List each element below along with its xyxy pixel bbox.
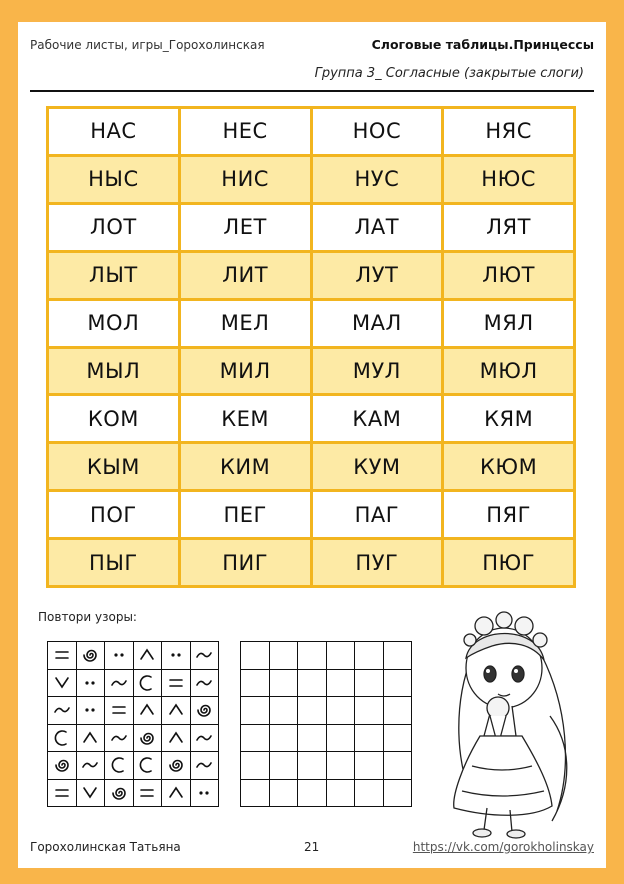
syllable-cell: МИЛ (181, 349, 310, 394)
dots-icon (79, 699, 101, 721)
syllable-cell: НЯС (444, 109, 573, 154)
spiral-icon (136, 727, 158, 749)
pattern-cell (76, 697, 105, 725)
pattern-cell (162, 752, 191, 780)
equals-icon (165, 672, 187, 694)
syllable-cell: КУМ (313, 444, 442, 489)
pattern-cell (48, 642, 77, 670)
pattern-cell (133, 642, 162, 670)
syllable-cell: МЮЛ (444, 349, 573, 394)
practice-cell[interactable] (383, 669, 412, 697)
practice-cell[interactable] (241, 697, 270, 725)
practice-cell[interactable] (298, 752, 327, 780)
page-number: 21 (304, 840, 320, 854)
dots-icon (79, 672, 101, 694)
footer-link[interactable]: https://vk.com/gorokholinskay (412, 840, 594, 854)
pattern-cell (190, 697, 219, 725)
pattern-cell (162, 779, 191, 807)
pattern-sample-grid (47, 641, 219, 807)
syllable-cell: НЕС (181, 109, 310, 154)
worksheet-title: Слоговые таблицы.Принцессы (371, 37, 594, 52)
pattern-cell (105, 642, 134, 670)
syllable-cell: КОМ (49, 396, 178, 441)
practice-cell[interactable] (298, 779, 327, 807)
pattern-cell (190, 669, 219, 697)
pattern-cell (76, 642, 105, 670)
syllable-cell: НОС (313, 109, 442, 154)
header-left-text: Рабочие листы, игры_Горохолинская (30, 38, 265, 52)
practice-cell[interactable] (269, 669, 298, 697)
spiral-icon (165, 754, 187, 776)
syllable-cell: МОЛ (49, 301, 178, 346)
practice-cell[interactable] (355, 752, 384, 780)
practice-cell[interactable] (326, 724, 355, 752)
pattern-cell (76, 724, 105, 752)
spiral-icon (79, 644, 101, 666)
caret-icon (165, 727, 187, 749)
pattern-cell (190, 779, 219, 807)
caret-icon (136, 699, 158, 721)
tilde-icon (193, 644, 215, 666)
syllable-cell: ЛЫТ (49, 253, 178, 298)
pattern-cell (48, 752, 77, 780)
practice-cell[interactable] (241, 669, 270, 697)
header-divider (30, 90, 594, 92)
practice-cell[interactable] (355, 697, 384, 725)
tilde-icon (193, 672, 215, 694)
syllable-cell: ПАГ (313, 492, 442, 537)
syllable-cell: ЛИТ (181, 253, 310, 298)
syllable-cell: КИМ (181, 444, 310, 489)
pattern-cell (48, 697, 77, 725)
practice-cell[interactable] (326, 669, 355, 697)
dots-icon (108, 644, 130, 666)
syllable-cell: КЫМ (49, 444, 178, 489)
pattern-cell (162, 669, 191, 697)
tilde-icon (193, 754, 215, 776)
tilde-icon (51, 699, 73, 721)
practice-cell[interactable] (241, 779, 270, 807)
caret-icon (79, 727, 101, 749)
syllable-cell: КЕМ (181, 396, 310, 441)
pattern-cell (133, 752, 162, 780)
pattern-cell (76, 779, 105, 807)
spiral-icon (51, 754, 73, 776)
equals-icon (136, 782, 158, 804)
tilde-icon (108, 727, 130, 749)
syllable-cell: ПИГ (181, 540, 310, 585)
practice-cell[interactable] (326, 697, 355, 725)
syllable-cell: НУС (313, 157, 442, 202)
vee-icon (79, 782, 101, 804)
worksheet-page (18, 22, 606, 868)
tilde-icon (108, 672, 130, 694)
pattern-cell (105, 669, 134, 697)
tilde-icon (193, 727, 215, 749)
syllable-cell: ЛЕТ (181, 205, 310, 250)
practice-cell[interactable] (383, 724, 412, 752)
practice-cell[interactable] (298, 697, 327, 725)
dots-icon (193, 782, 215, 804)
pattern-cell (48, 669, 77, 697)
pattern-cell (190, 724, 219, 752)
group-subtitle: Группа 3_ Согласные (закрытые слоги) (314, 66, 584, 81)
syllable-cell: КЮМ (444, 444, 573, 489)
dots-icon (165, 644, 187, 666)
pattern-cell (133, 779, 162, 807)
pattern-cell (133, 697, 162, 725)
practice-cell[interactable] (298, 669, 327, 697)
syllable-cell: КАМ (313, 396, 442, 441)
practice-cell[interactable] (241, 752, 270, 780)
practice-cell[interactable] (326, 779, 355, 807)
syllable-cell: ЛАТ (313, 205, 442, 250)
footer-author: Горохолинская Татьяна (30, 840, 181, 854)
pattern-cell (190, 752, 219, 780)
equals-icon (108, 699, 130, 721)
practice-cell[interactable] (355, 642, 384, 670)
syllable-cell: ПЮГ (444, 540, 573, 585)
syllable-cell: ПЫГ (49, 540, 178, 585)
pattern-cell (76, 752, 105, 780)
pattern-cell (48, 724, 77, 752)
arc-icon (136, 672, 158, 694)
pattern-cell (162, 697, 191, 725)
practice-cell[interactable] (298, 724, 327, 752)
syllable-cell: МЫЛ (49, 349, 178, 394)
syllable-cell: НАС (49, 109, 178, 154)
syllable-cell: МЕЛ (181, 301, 310, 346)
practice-cell[interactable] (269, 724, 298, 752)
pattern-cell (48, 779, 77, 807)
practice-cell[interactable] (355, 779, 384, 807)
caret-icon (136, 644, 158, 666)
practice-cell[interactable] (241, 642, 270, 670)
syllable-cell: КЯМ (444, 396, 573, 441)
syllable-cell: ПЕГ (181, 492, 310, 537)
arc-icon (51, 727, 73, 749)
practice-cell[interactable] (241, 724, 270, 752)
spiral-icon (193, 699, 215, 721)
pattern-cell (162, 642, 191, 670)
syllable-cell: ЛЮТ (444, 253, 573, 298)
practice-cell[interactable] (383, 697, 412, 725)
pattern-cell (105, 779, 134, 807)
syllable-cell: МЯЛ (444, 301, 573, 346)
practice-cell[interactable] (269, 642, 298, 670)
practice-cell[interactable] (326, 752, 355, 780)
equals-icon (51, 644, 73, 666)
pattern-cell (190, 642, 219, 670)
pattern-cell (133, 724, 162, 752)
practice-cell[interactable] (355, 724, 384, 752)
practice-cell[interactable] (269, 779, 298, 807)
syllable-cell: ПЯГ (444, 492, 573, 537)
pattern-cell (105, 697, 134, 725)
princess-illustration (432, 596, 582, 841)
syllable-cell: ЛОТ (49, 205, 178, 250)
pattern-cell (162, 724, 191, 752)
arc-icon (136, 754, 158, 776)
syllable-cell: НЫС (49, 157, 178, 202)
tilde-icon (79, 754, 101, 776)
practice-cell[interactable] (383, 752, 412, 780)
syllable-table (46, 106, 576, 588)
practice-cell[interactable] (355, 669, 384, 697)
pattern-cell (105, 752, 134, 780)
pattern-cell (105, 724, 134, 752)
patterns-label: Повтори узоры: (38, 610, 137, 624)
practice-cell[interactable] (383, 779, 412, 807)
practice-cell[interactable] (383, 642, 412, 670)
practice-cell[interactable] (298, 642, 327, 670)
pattern-cell (76, 669, 105, 697)
syllable-cell: НЮС (444, 157, 573, 202)
syllable-cell: ЛУТ (313, 253, 442, 298)
syllable-cell: МУЛ (313, 349, 442, 394)
spiral-icon (108, 782, 130, 804)
practice-cell[interactable] (269, 697, 298, 725)
syllable-cell: ПУГ (313, 540, 442, 585)
practice-cell[interactable] (269, 752, 298, 780)
practice-cell[interactable] (326, 642, 355, 670)
caret-icon (165, 699, 187, 721)
syllable-cell: ПОГ (49, 492, 178, 537)
caret-icon (165, 782, 187, 804)
arc-icon (108, 754, 130, 776)
pattern-practice-grid[interactable] (240, 641, 412, 807)
vee-icon (51, 672, 73, 694)
equals-icon (51, 782, 73, 804)
syllable-cell: НИС (181, 157, 310, 202)
syllable-cell: МАЛ (313, 301, 442, 346)
syllable-cell: ЛЯТ (444, 205, 573, 250)
pattern-cell (133, 669, 162, 697)
